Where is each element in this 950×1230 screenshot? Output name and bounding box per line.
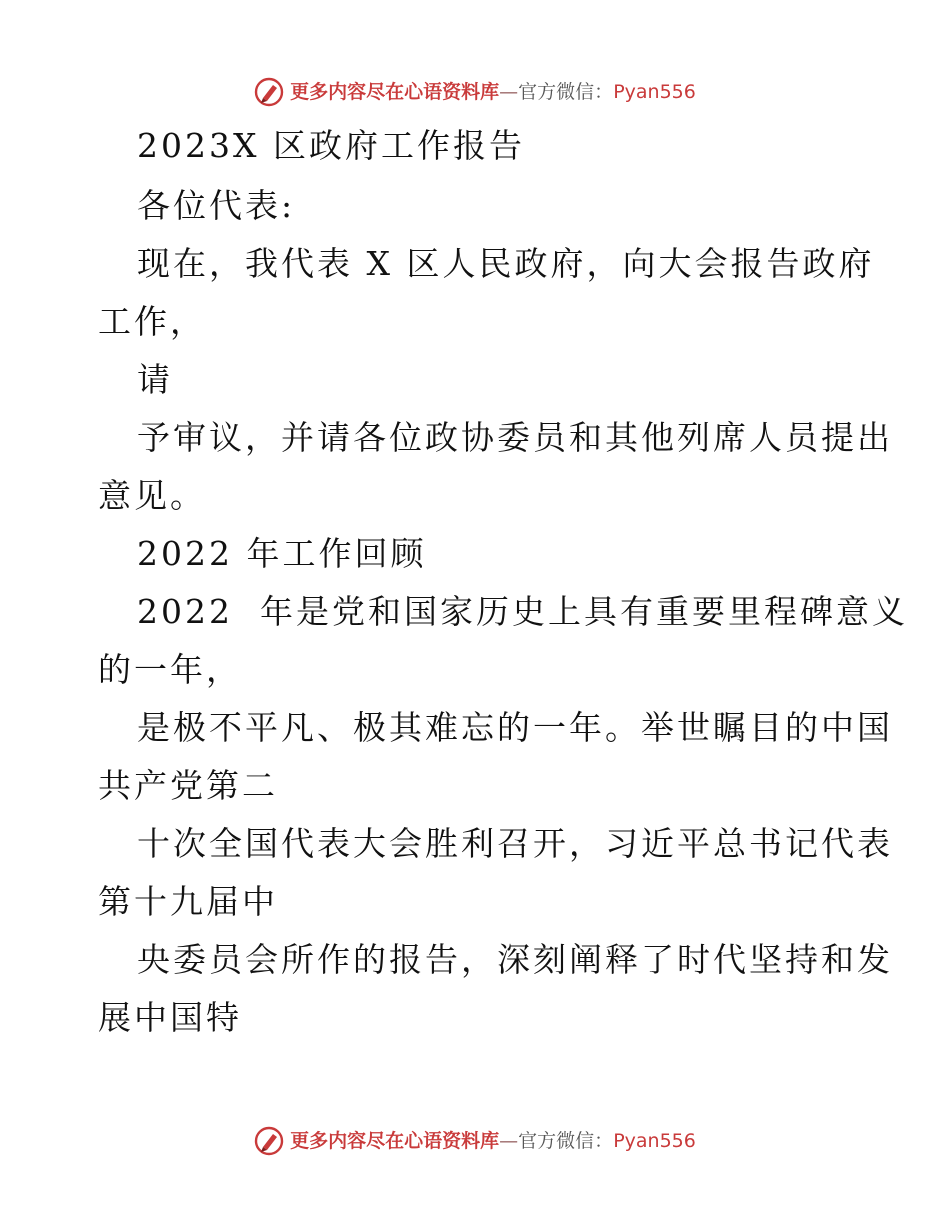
doc-line: 的一年， (98, 650, 242, 689)
watermark-sub-text: 官方微信： (518, 81, 614, 103)
watermark-main-text: 更多内容尽在心语资料库 (290, 1130, 500, 1152)
doc-line: 意见。 (98, 476, 206, 515)
doc-line: 工作， (98, 302, 206, 341)
doc-line: 现在，我代表 X 区人民政府，向大会报告政府 (137, 244, 875, 283)
doc-line: 共产党第二 (98, 766, 278, 805)
pen-nib-logo-icon (254, 1126, 284, 1156)
doc-line: 各位代表: (137, 186, 296, 225)
doc-line: 予审议，并请各位政协委员和其他列席人员提出 (137, 418, 893, 457)
watermark-wechat-id: Pyan556 (613, 81, 696, 103)
watermark-main-text: 更多内容尽在心语资料库 (290, 81, 500, 103)
doc-title: 2023X 区政府工作报告 (137, 126, 525, 165)
watermark-dash: — (499, 81, 519, 103)
doc-section-heading: 2022 年工作回顾 (137, 534, 427, 573)
doc-line: 展中国特 (98, 998, 242, 1037)
watermark-sub-text: 官方微信： (518, 1130, 614, 1152)
doc-line: 2022 年是党和国家历史上具有重要里程碑意义 (137, 592, 908, 631)
footer-watermark (0, 1126, 950, 1156)
doc-line: 央委员会所作的报告，深刻阐释了时代坚持和发 (137, 940, 893, 979)
doc-line: 十次全国代表大会胜利召开，习近平总书记代表 (137, 824, 893, 863)
doc-line: 是极不平凡、极其难忘的一年。举世瞩目的中国 (137, 708, 893, 747)
doc-line: 请 (137, 360, 173, 399)
watermark-wechat-id: Pyan556 (613, 1130, 696, 1152)
watermark-dash: — (499, 1130, 519, 1152)
doc-line: 第十九届中 (98, 882, 278, 921)
